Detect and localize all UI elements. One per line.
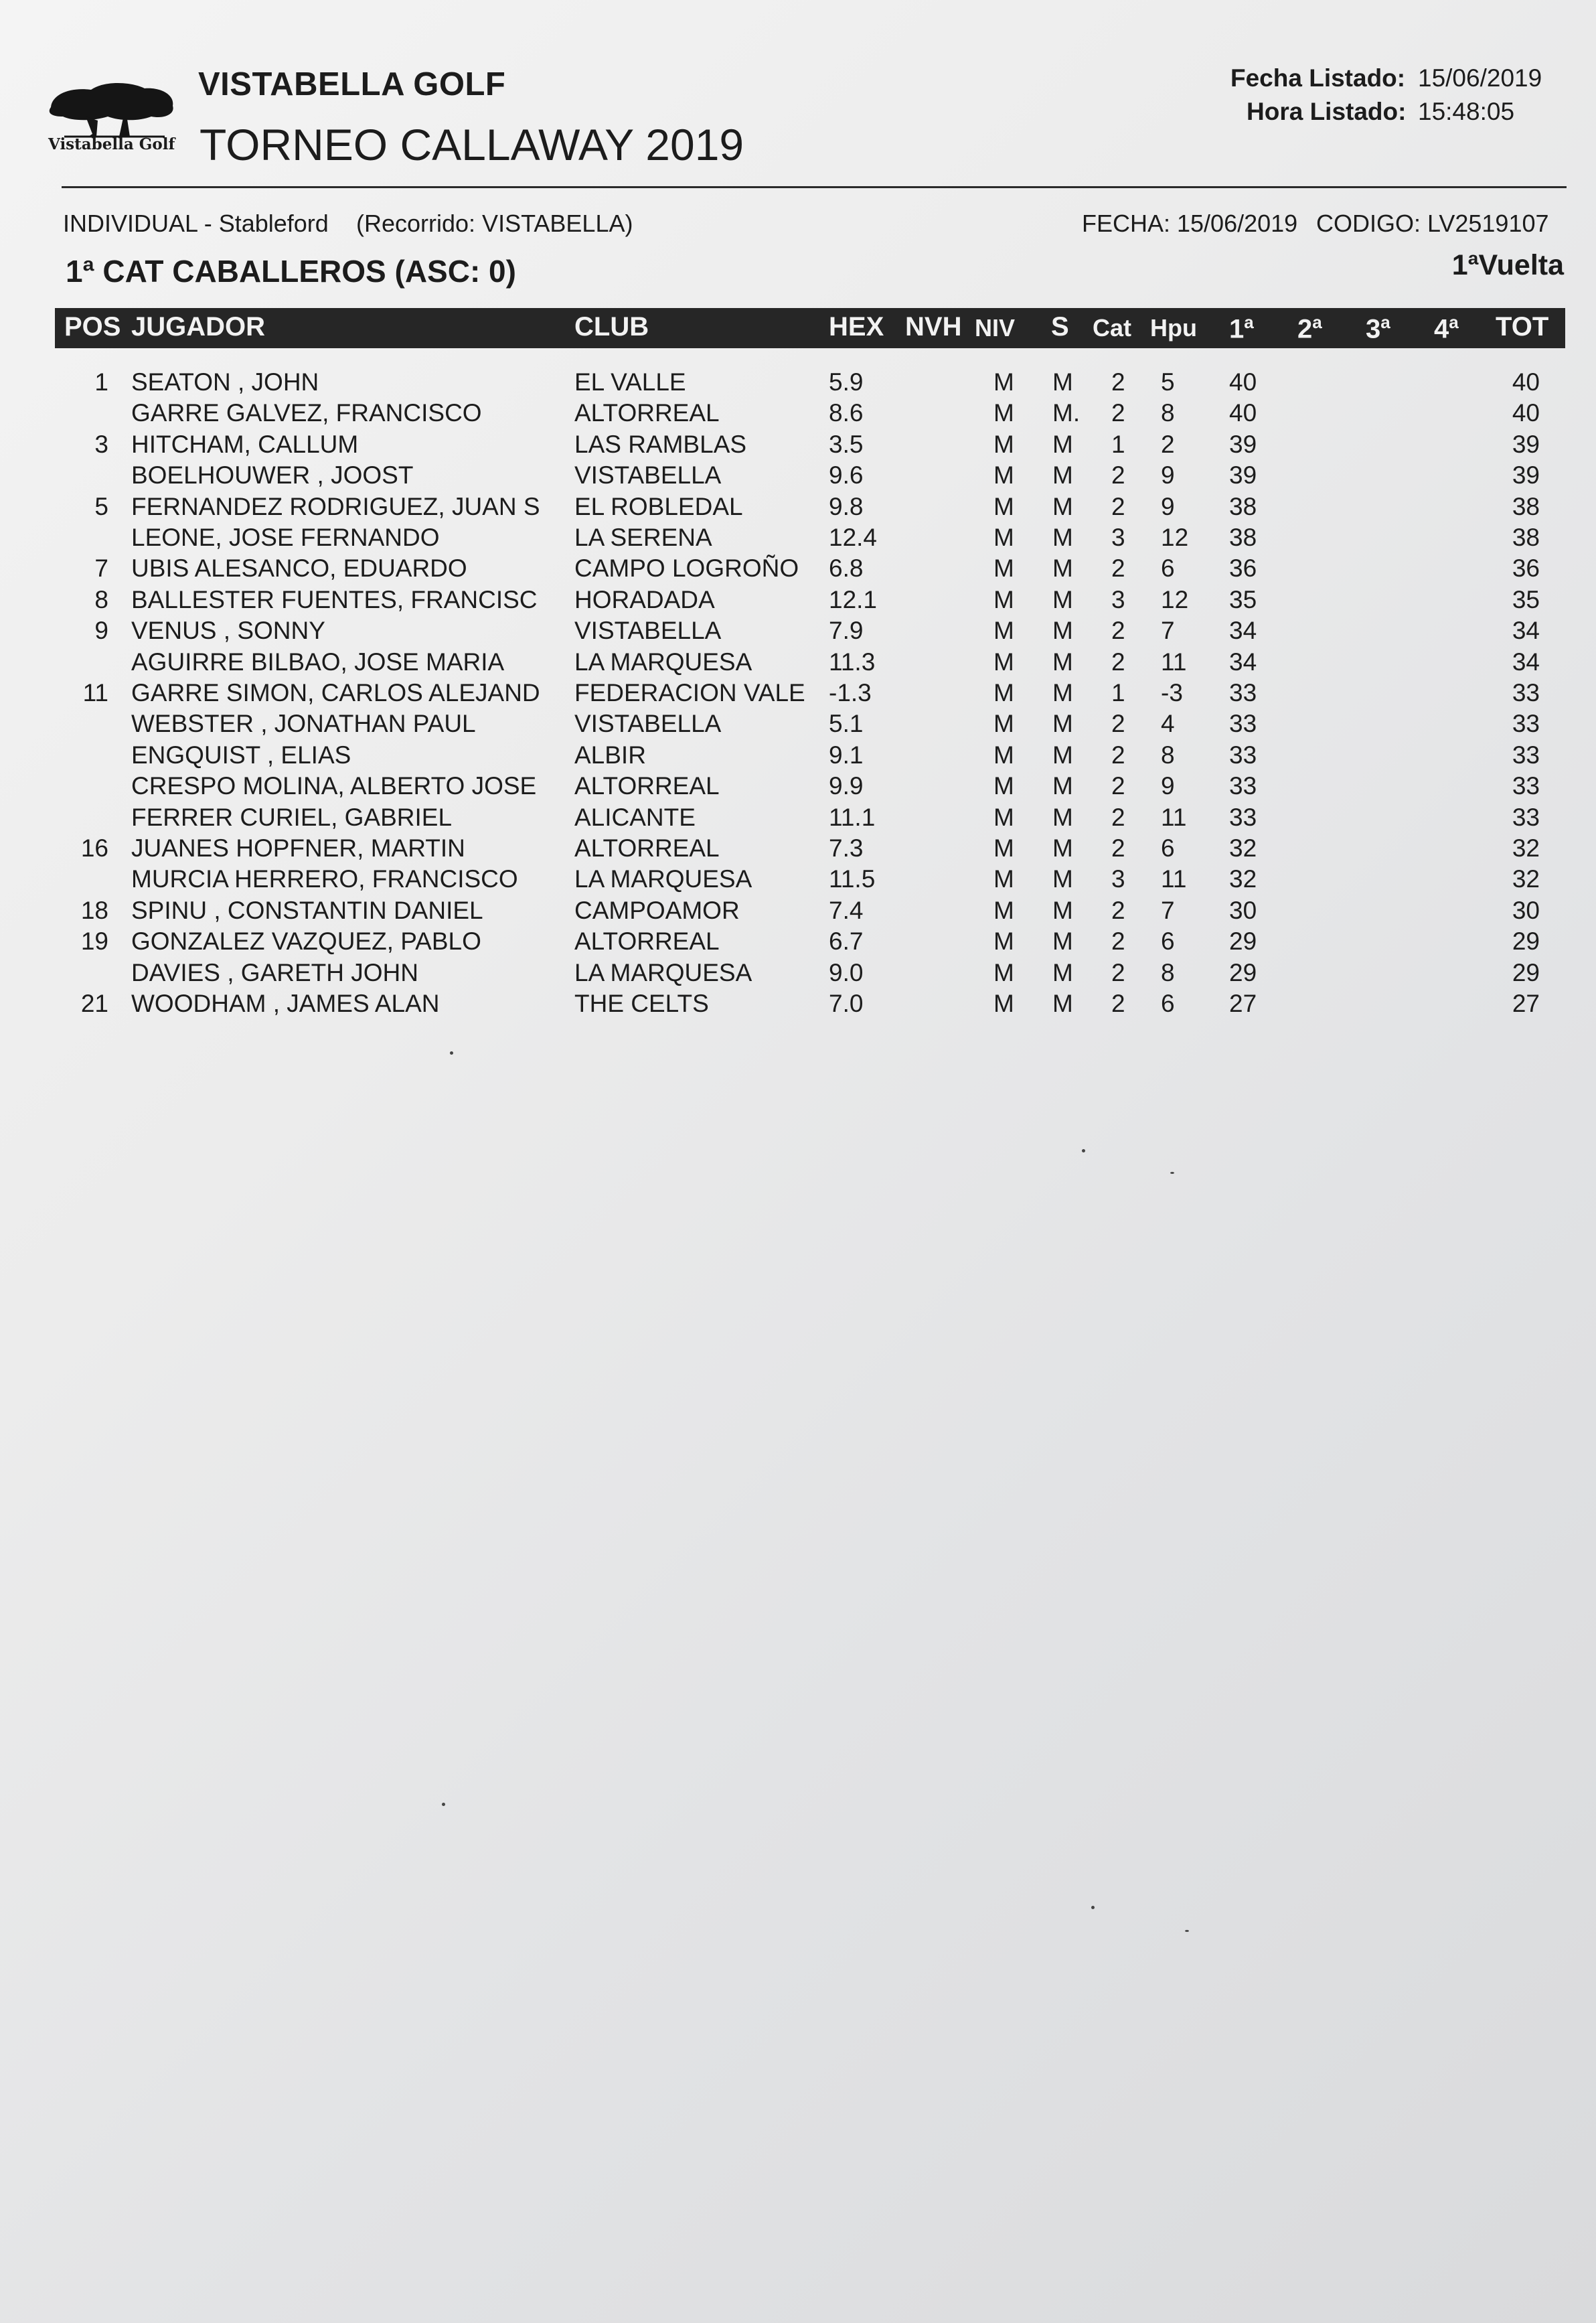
paper-speck <box>1185 1930 1189 1932</box>
tournament-title: TORNEO CALLAWAY 2019 <box>200 120 744 169</box>
cell-hex: 5.9 <box>829 368 864 396</box>
cell-tot: 36 <box>1512 554 1540 583</box>
cell-hpu: 7 <box>1161 617 1175 645</box>
cell-hpu: 12 <box>1161 524 1189 551</box>
table-row <box>0 897 1596 927</box>
cell-player: ENGQUIST , ELIAS <box>131 741 351 769</box>
cell-hpu: -3 <box>1161 679 1183 706</box>
cell-niv: M <box>993 585 1014 613</box>
paper-speck <box>450 1051 453 1055</box>
cell-tot: 29 <box>1512 958 1540 986</box>
cell-cat: 2 <box>1111 834 1125 862</box>
cell-s: M <box>1052 990 1073 1017</box>
cell-player: VENUS , SONNY <box>131 617 325 645</box>
cell-cat: 2 <box>1111 368 1125 396</box>
cell-tot: 38 <box>1512 524 1540 551</box>
cell-player: UBIS ALESANCO, EDUARDO <box>131 554 467 583</box>
cell-hpu: 6 <box>1161 990 1175 1017</box>
paper-speck <box>1091 1906 1095 1909</box>
cell-club: LAS RAMBLAS <box>574 430 747 458</box>
cell-s: M <box>1052 958 1073 986</box>
cell-hex: 9.6 <box>829 461 864 490</box>
cell-niv: M <box>993 648 1014 676</box>
cell-hpu: 6 <box>1161 554 1175 583</box>
cell-niv: M <box>993 927 1014 956</box>
col-jugador: JUGADOR <box>131 312 266 342</box>
cell-niv: M <box>993 990 1014 1017</box>
cell-s: M <box>1052 492 1073 520</box>
table-row <box>0 804 1596 834</box>
cell-cat: 2 <box>1111 958 1125 986</box>
cell-hex: 9.1 <box>829 741 864 769</box>
cell-hex: 12.1 <box>829 585 878 613</box>
cell-niv: M <box>993 399 1014 427</box>
cell-r1: 40 <box>1229 368 1257 396</box>
cell-s: M <box>1052 554 1073 583</box>
table-row <box>0 461 1596 492</box>
table-row <box>0 710 1596 741</box>
cell-club: HORADADA <box>574 585 715 613</box>
cell-cat: 2 <box>1111 710 1125 738</box>
round-date: FECHA: 15/06/2019 <box>1082 210 1298 237</box>
cell-niv: M <box>993 461 1014 490</box>
cell-tot: 39 <box>1512 461 1540 490</box>
cell-hpu: 2 <box>1161 430 1175 458</box>
cell-cat: 2 <box>1111 648 1125 676</box>
cell-club: THE CELTS <box>574 990 709 1017</box>
col-cat: Cat <box>1093 314 1132 342</box>
cell-hpu: 5 <box>1161 368 1175 396</box>
cell-s: M <box>1052 368 1073 396</box>
cell-tot: 32 <box>1512 834 1540 862</box>
cell-club: CAMPO LOGROÑO <box>574 554 799 583</box>
cell-pos: 18 <box>80 896 108 924</box>
table-row <box>0 399 1596 430</box>
cell-hex: 9.0 <box>829 958 864 986</box>
cell-hpu: 11 <box>1161 648 1187 676</box>
col-round-3-number: 3 <box>1366 314 1381 344</box>
cell-hex: 6.7 <box>829 927 864 956</box>
cell-tot: 33 <box>1512 803 1540 831</box>
cell-tot: 40 <box>1512 368 1540 396</box>
cell-cat: 2 <box>1111 741 1125 769</box>
cell-s: M <box>1052 772 1073 800</box>
cell-r1: 39 <box>1229 430 1257 458</box>
col-round-2 <box>1297 312 1322 344</box>
cell-s: M. <box>1052 399 1081 427</box>
col-s: S <box>1051 312 1069 342</box>
cell-niv: M <box>993 741 1014 769</box>
cell-cat: 1 <box>1111 430 1125 458</box>
cell-tot: 33 <box>1512 710 1540 738</box>
cell-hpu: 11 <box>1161 865 1187 893</box>
table-row <box>0 772 1596 803</box>
fecha-listado-value: 15/06/2019 <box>1418 64 1542 92</box>
cell-r1: 33 <box>1229 803 1257 831</box>
cell-player: JUANES HOPFNER, MARTIN <box>131 834 465 862</box>
cell-r1: 34 <box>1229 648 1257 676</box>
fecha-listado <box>1230 64 1405 92</box>
table-row <box>0 959 1596 990</box>
cell-club: EL ROBLEDAL <box>574 492 743 520</box>
cell-player: SPINU , CONSTANTIN DANIEL <box>131 896 483 924</box>
paper-speck <box>442 1803 445 1806</box>
ordinal-mark: a <box>1449 312 1459 332</box>
cell-player: LEONE, JOSE FERNANDO <box>131 524 440 551</box>
cell-hex: 9.9 <box>829 772 864 800</box>
cell-niv: M <box>993 368 1014 396</box>
cell-r1: 32 <box>1229 865 1257 893</box>
ordinal-mark: a <box>1244 312 1254 332</box>
cell-cat: 3 <box>1111 865 1125 893</box>
cell-club: LA MARQUESA <box>574 648 752 676</box>
cell-niv: M <box>993 617 1014 645</box>
cell-hex: 8.6 <box>829 399 864 427</box>
header-divider <box>62 186 1567 188</box>
category-title: 1ª CAT CABALLEROS (ASC: 0) <box>66 254 516 289</box>
club-name: VISTABELLA GOLF <box>198 66 506 102</box>
cell-s: M <box>1052 648 1073 676</box>
cell-hex: 11.1 <box>829 803 876 831</box>
table-row <box>0 617 1596 648</box>
cell-s: M <box>1052 585 1073 613</box>
hora-listado-value: 15:48:05 <box>1418 98 1515 125</box>
cell-s: M <box>1052 710 1073 738</box>
table-row <box>0 554 1596 585</box>
cell-club: EL VALLE <box>574 368 686 396</box>
cell-club: ALBIR <box>574 741 646 769</box>
cell-hpu: 9 <box>1161 492 1175 520</box>
cell-club: ALTORREAL <box>574 834 720 862</box>
cell-r1: 30 <box>1229 896 1257 924</box>
cell-club: FEDERACION VALE <box>574 679 805 706</box>
cell-cat: 3 <box>1111 524 1125 551</box>
cell-tot: 29 <box>1512 927 1540 956</box>
cell-pos: 3 <box>94 430 108 458</box>
cell-niv: M <box>993 679 1014 706</box>
cell-cat: 3 <box>1111 585 1125 613</box>
cell-pos: 1 <box>94 368 108 396</box>
table-header <box>55 308 1565 348</box>
col-hpu: Hpu <box>1150 314 1197 342</box>
cell-club: ALTORREAL <box>574 399 720 427</box>
cell-hpu: 9 <box>1161 772 1175 800</box>
cell-club: CAMPOAMOR <box>574 896 740 924</box>
cell-cat: 2 <box>1111 399 1125 427</box>
cell-tot: 33 <box>1512 741 1540 769</box>
cell-hpu: 4 <box>1161 710 1175 738</box>
cell-player: FERRER CURIEL, GABRIEL <box>131 803 453 831</box>
cell-club: VISTABELLA <box>574 461 722 490</box>
cell-club: ALICANTE <box>574 803 696 831</box>
cell-niv: M <box>993 896 1014 924</box>
cell-player: SEATON , JOHN <box>131 368 319 396</box>
cell-cat: 2 <box>1111 990 1125 1017</box>
cell-hex: 6.8 <box>829 554 864 583</box>
col-round-4 <box>1434 312 1459 344</box>
cell-club: ALTORREAL <box>574 927 720 956</box>
round-label: 1ªVuelta <box>1451 249 1564 281</box>
cell-s: M <box>1052 741 1073 769</box>
cell-pos: 8 <box>94 585 108 613</box>
cell-tot: 27 <box>1512 990 1540 1017</box>
cell-tot: 39 <box>1512 430 1540 458</box>
cell-niv: M <box>993 524 1014 551</box>
logo-caption: Vistabella Golf <box>48 135 175 153</box>
cell-cat: 2 <box>1111 896 1125 924</box>
cell-hpu: 12 <box>1161 585 1189 613</box>
hora-listado <box>1247 98 1406 126</box>
table-row <box>0 368 1596 399</box>
cell-tot: 33 <box>1512 679 1540 706</box>
cell-r1: 33 <box>1229 772 1257 800</box>
cell-pos: 7 <box>94 554 108 583</box>
cell-niv: M <box>993 865 1014 893</box>
hora-listado-label: Hora Listado: <box>1247 98 1407 125</box>
cell-player: GONZALEZ VAZQUEZ, PABLO <box>131 927 481 956</box>
cell-s: M <box>1052 896 1073 924</box>
cell-r1: 29 <box>1229 958 1257 986</box>
col-round-1 <box>1229 312 1254 344</box>
cell-pos: 5 <box>94 492 108 520</box>
cell-tot: 34 <box>1512 648 1540 676</box>
cell-cat: 2 <box>1111 554 1125 583</box>
cell-r1: 35 <box>1229 585 1257 613</box>
cell-cat: 2 <box>1111 461 1125 490</box>
cell-tot: 32 <box>1512 865 1540 893</box>
col-round-2-number: 2 <box>1297 314 1313 344</box>
cell-club: LA MARQUESA <box>574 865 752 893</box>
cell-hpu: 8 <box>1161 399 1175 427</box>
cell-hpu: 8 <box>1161 958 1175 986</box>
table-row <box>0 679 1596 710</box>
tournament-code: CODIGO: LV2519107 <box>1316 210 1549 237</box>
cell-s: M <box>1052 679 1073 706</box>
cell-player: BALLESTER FUENTES, FRANCISC <box>131 585 538 613</box>
col-round-3 <box>1366 312 1390 344</box>
cell-player: HITCHAM, CALLUM <box>131 430 359 458</box>
cell-hpu: 8 <box>1161 741 1175 769</box>
col-hex: HEX <box>829 312 884 342</box>
cell-cat: 2 <box>1111 492 1125 520</box>
cell-player: MURCIA HERRERO, FRANCISCO <box>131 865 518 893</box>
cell-player: CRESPO MOLINA, ALBERTO JOSE <box>131 772 537 800</box>
cell-cat: 2 <box>1111 617 1125 645</box>
table-row <box>0 431 1596 461</box>
col-tot: TOT <box>1496 312 1549 342</box>
cell-s: M <box>1052 430 1073 458</box>
cell-s: M <box>1052 524 1073 551</box>
cell-club: VISTABELLA <box>574 710 722 738</box>
cell-r1: 34 <box>1229 617 1257 645</box>
cell-club: VISTABELLA <box>574 617 722 645</box>
cell-r1: 32 <box>1229 834 1257 862</box>
cell-niv: M <box>993 958 1014 986</box>
cell-r1: 38 <box>1229 524 1257 551</box>
cell-niv: M <box>993 430 1014 458</box>
cell-club: ALTORREAL <box>574 772 720 800</box>
cell-r1: 29 <box>1229 927 1257 956</box>
cell-player: WEBSTER , JONATHAN PAUL <box>131 710 476 738</box>
cell-r1: 36 <box>1229 554 1257 583</box>
table-row <box>0 834 1596 865</box>
cell-hex: 11.5 <box>829 865 876 893</box>
cell-tot: 34 <box>1512 617 1540 645</box>
cell-cat: 2 <box>1111 772 1125 800</box>
col-pos: POS <box>64 312 121 342</box>
fecha-listado-label: Fecha Listado: <box>1230 64 1406 92</box>
cell-niv: M <box>993 803 1014 831</box>
col-round-1-number: 1 <box>1229 314 1245 344</box>
paper-speck <box>1170 1172 1174 1174</box>
cell-hex: 11.3 <box>829 648 876 676</box>
cell-pos: 16 <box>80 834 108 862</box>
cell-tot: 40 <box>1512 399 1540 427</box>
cell-hex: 7.3 <box>829 834 864 862</box>
col-niv: NIV <box>975 314 1016 342</box>
ordinal-mark: a <box>1312 312 1322 332</box>
cell-hex: 7.9 <box>829 617 864 645</box>
cell-cat: 1 <box>1111 679 1125 706</box>
cell-pos: 11 <box>82 679 108 706</box>
cell-tot: 38 <box>1512 492 1540 520</box>
cell-r1: 33 <box>1229 679 1257 706</box>
cell-hex: 7.0 <box>829 990 864 1017</box>
cell-r1: 33 <box>1229 710 1257 738</box>
cell-r1: 40 <box>1229 399 1257 427</box>
col-club: CLUB <box>574 312 649 342</box>
cell-r1: 33 <box>1229 741 1257 769</box>
cell-hex: 12.4 <box>829 524 878 551</box>
cell-s: M <box>1052 617 1073 645</box>
cell-player: BOELHOUWER , JOOST <box>131 461 414 490</box>
cell-player: GARRE SIMON, CARLOS ALEJAND <box>131 679 540 706</box>
cell-hpu: 6 <box>1161 927 1175 956</box>
cell-pos: 21 <box>80 990 108 1017</box>
cell-r1: 39 <box>1229 461 1257 490</box>
cell-hpu: 6 <box>1161 834 1175 862</box>
cell-player: FERNANDEZ RODRIGUEZ, JUAN S <box>131 492 540 520</box>
cell-hpu: 11 <box>1161 803 1187 831</box>
cell-tot: 30 <box>1512 896 1540 924</box>
cell-hex: 9.8 <box>829 492 864 520</box>
cell-hex: 3.5 <box>829 430 864 458</box>
table-row <box>0 524 1596 554</box>
cell-niv: M <box>993 554 1014 583</box>
cell-hpu: 9 <box>1161 461 1175 490</box>
cell-niv: M <box>993 710 1014 738</box>
cell-s: M <box>1052 803 1073 831</box>
cell-player: GARRE GALVEZ, FRANCISCO <box>131 399 482 427</box>
cell-pos: 9 <box>94 617 108 645</box>
table-row <box>0 648 1596 679</box>
col-round-4-number: 4 <box>1434 314 1449 344</box>
cell-niv: M <box>993 492 1014 520</box>
cell-s: M <box>1052 927 1073 956</box>
cell-club: LA SERENA <box>574 524 712 551</box>
table-row <box>0 865 1596 896</box>
cell-tot: 33 <box>1512 772 1540 800</box>
paper-speck <box>1082 1149 1085 1152</box>
table-row <box>0 927 1596 958</box>
cell-s: M <box>1052 865 1073 893</box>
cell-hex: -1.3 <box>829 679 872 706</box>
cell-hex: 7.4 <box>829 896 864 924</box>
cell-niv: M <box>993 772 1014 800</box>
cell-r1: 38 <box>1229 492 1257 520</box>
cell-s: M <box>1052 461 1073 490</box>
table-row <box>0 493 1596 524</box>
cell-cat: 2 <box>1111 803 1125 831</box>
cell-r1: 27 <box>1229 990 1257 1017</box>
cell-club: LA MARQUESA <box>574 958 752 986</box>
course: (Recorrido: VISTABELLA) <box>356 210 633 237</box>
ordinal-mark: a <box>1380 312 1390 332</box>
cell-hpu: 7 <box>1161 896 1175 924</box>
col-nvh: NVH <box>905 312 962 342</box>
cell-tot: 35 <box>1512 585 1540 613</box>
cell-niv: M <box>993 834 1014 862</box>
table-row <box>0 741 1596 772</box>
cell-pos: 19 <box>80 927 108 956</box>
cell-hex: 5.1 <box>829 710 864 738</box>
cell-player: DAVIES , GARETH JOHN <box>131 958 418 986</box>
cell-player: WOODHAM , JAMES ALAN <box>131 990 440 1017</box>
cell-player: AGUIRRE BILBAO, JOSE MARIA <box>131 648 505 676</box>
cell-s: M <box>1052 834 1073 862</box>
table-row <box>0 990 1596 1021</box>
cell-cat: 2 <box>1111 927 1125 956</box>
table-row <box>0 586 1596 617</box>
modality: INDIVIDUAL - Stableford <box>63 210 329 237</box>
